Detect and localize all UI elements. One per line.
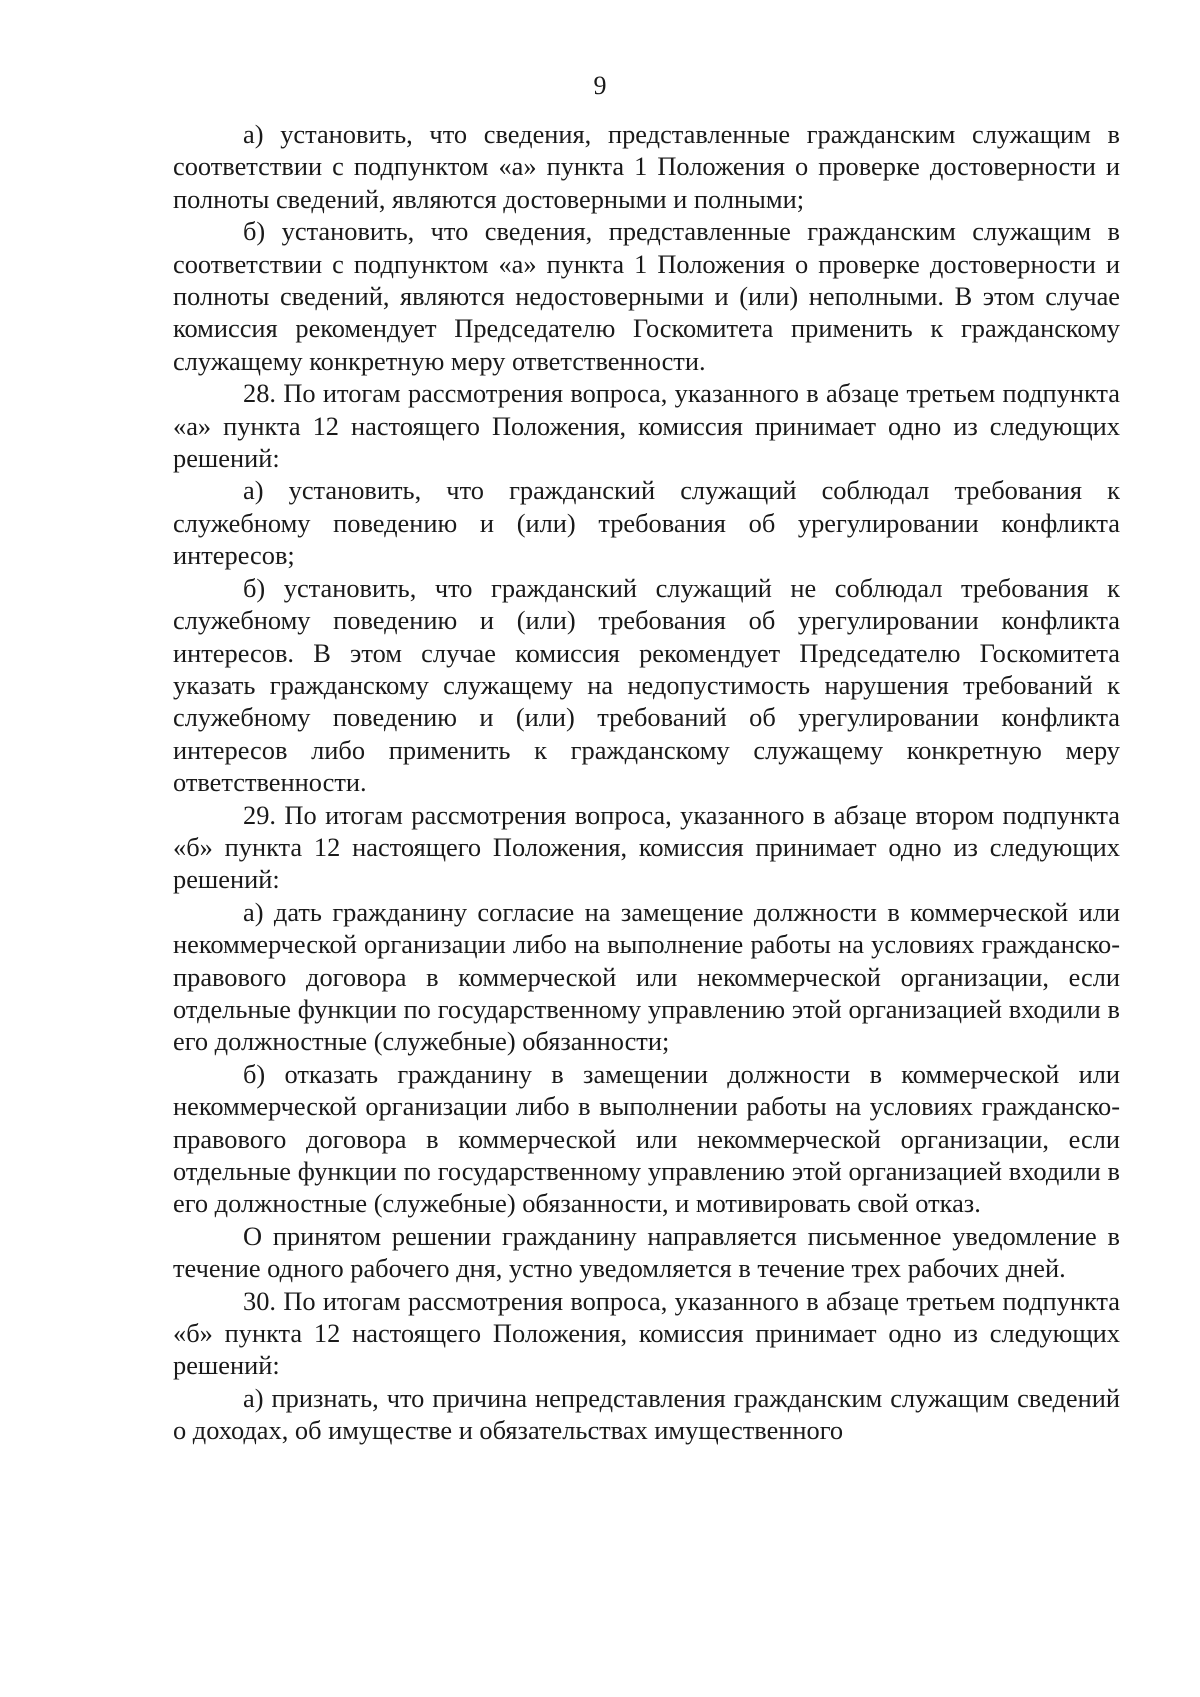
paragraph-29: 29. По итогам рассмотрения вопроса, указанного в абзаце втором подпункта «б» пункта 12 настоящего Положения, комиссия принимает одно из следующих решений:: [173, 799, 1120, 895]
paragraph-29b: б) отказать гражданину в замещении должности в коммерческой или некоммерческой организации либо в выполнении работы на условиях гражданско-правового договора в коммерческой или некоммерческой организации, если отдельные функции по государственному управлению этой организацией входили в его должностные (служебные) обязанности, и мотивировать свой отказ.: [173, 1058, 1120, 1219]
document-body: [173, 118, 1120, 1447]
paragraph-30a: а) признать, что причина непредставления гражданским служащим сведений о доходах, об имуществе и обязательствах имущественного: [173, 1382, 1120, 1446]
paragraph-1b: б) установить, что сведения, представленные гражданским служащим в соответствии с подпунктом «а» пункта 1 Положения о проверке достоверности и полноты сведений, являются недостоверными и (или) неполными. В этом случае комиссия рекомендует Председателю Госкомитета применить к гражданскому служащему конкретную меру ответственности.: [173, 216, 1120, 376]
page-number: 9: [593, 71, 607, 100]
paragraph-1a: а) установить, что сведения, представленные гражданским служащим в соответствии с подпунктом «а» пункта 1 Положения о проверке достоверности и полноты сведений, являются достоверными и полными;: [173, 119, 1120, 214]
paragraph-28: 28. По итогам рассмотрения вопроса, указанного в абзаце третьем подпункта «а» пункта 12 настоящего Положения, комиссия принимает одно из следующих решений:: [173, 378, 1120, 474]
paragraph-28b: б) установить, что гражданский служащий не соблюдал требования к служебному поведению и (или) требования об урегулировании конфликта интересов. В этом случае комиссия рекомендует Председателю Госкомитета указать гражданскому служащему на недопустимость нарушения требований к служебному поведению и (или) требований об урегулировании конфликта интересов либо применить к гражданскому служащему конкретную меру ответственности.: [173, 572, 1120, 798]
paragraph-29a: а) дать гражданину согласие на замещение должности в коммерческой или некоммерческой организации либо на выполнение работы на условиях гражданско-правового договора в коммерческой или некоммерческой организации, если отдельные функции по государственному управлению этой организацией входили в его должностные (служебные) обязанности;: [173, 896, 1120, 1057]
paragraph-29-notice: О принятом решении гражданину направляется письменное уведомление в течение одного рабочего дня, устно уведомляется в течение трех рабочих дней.: [173, 1220, 1120, 1284]
paragraph-28a: а) установить, что гражданский служащий соблюдал требования к служебному поведению и (или) требования об урегулировании конфликта интересов;: [173, 475, 1120, 571]
paragraph-30: 30. По итогам рассмотрения вопроса, указанного в абзаце третьем подпункта «б» пункта 12 настоящего Положения, комиссия принимает одно из следующих решений:: [173, 1285, 1120, 1381]
